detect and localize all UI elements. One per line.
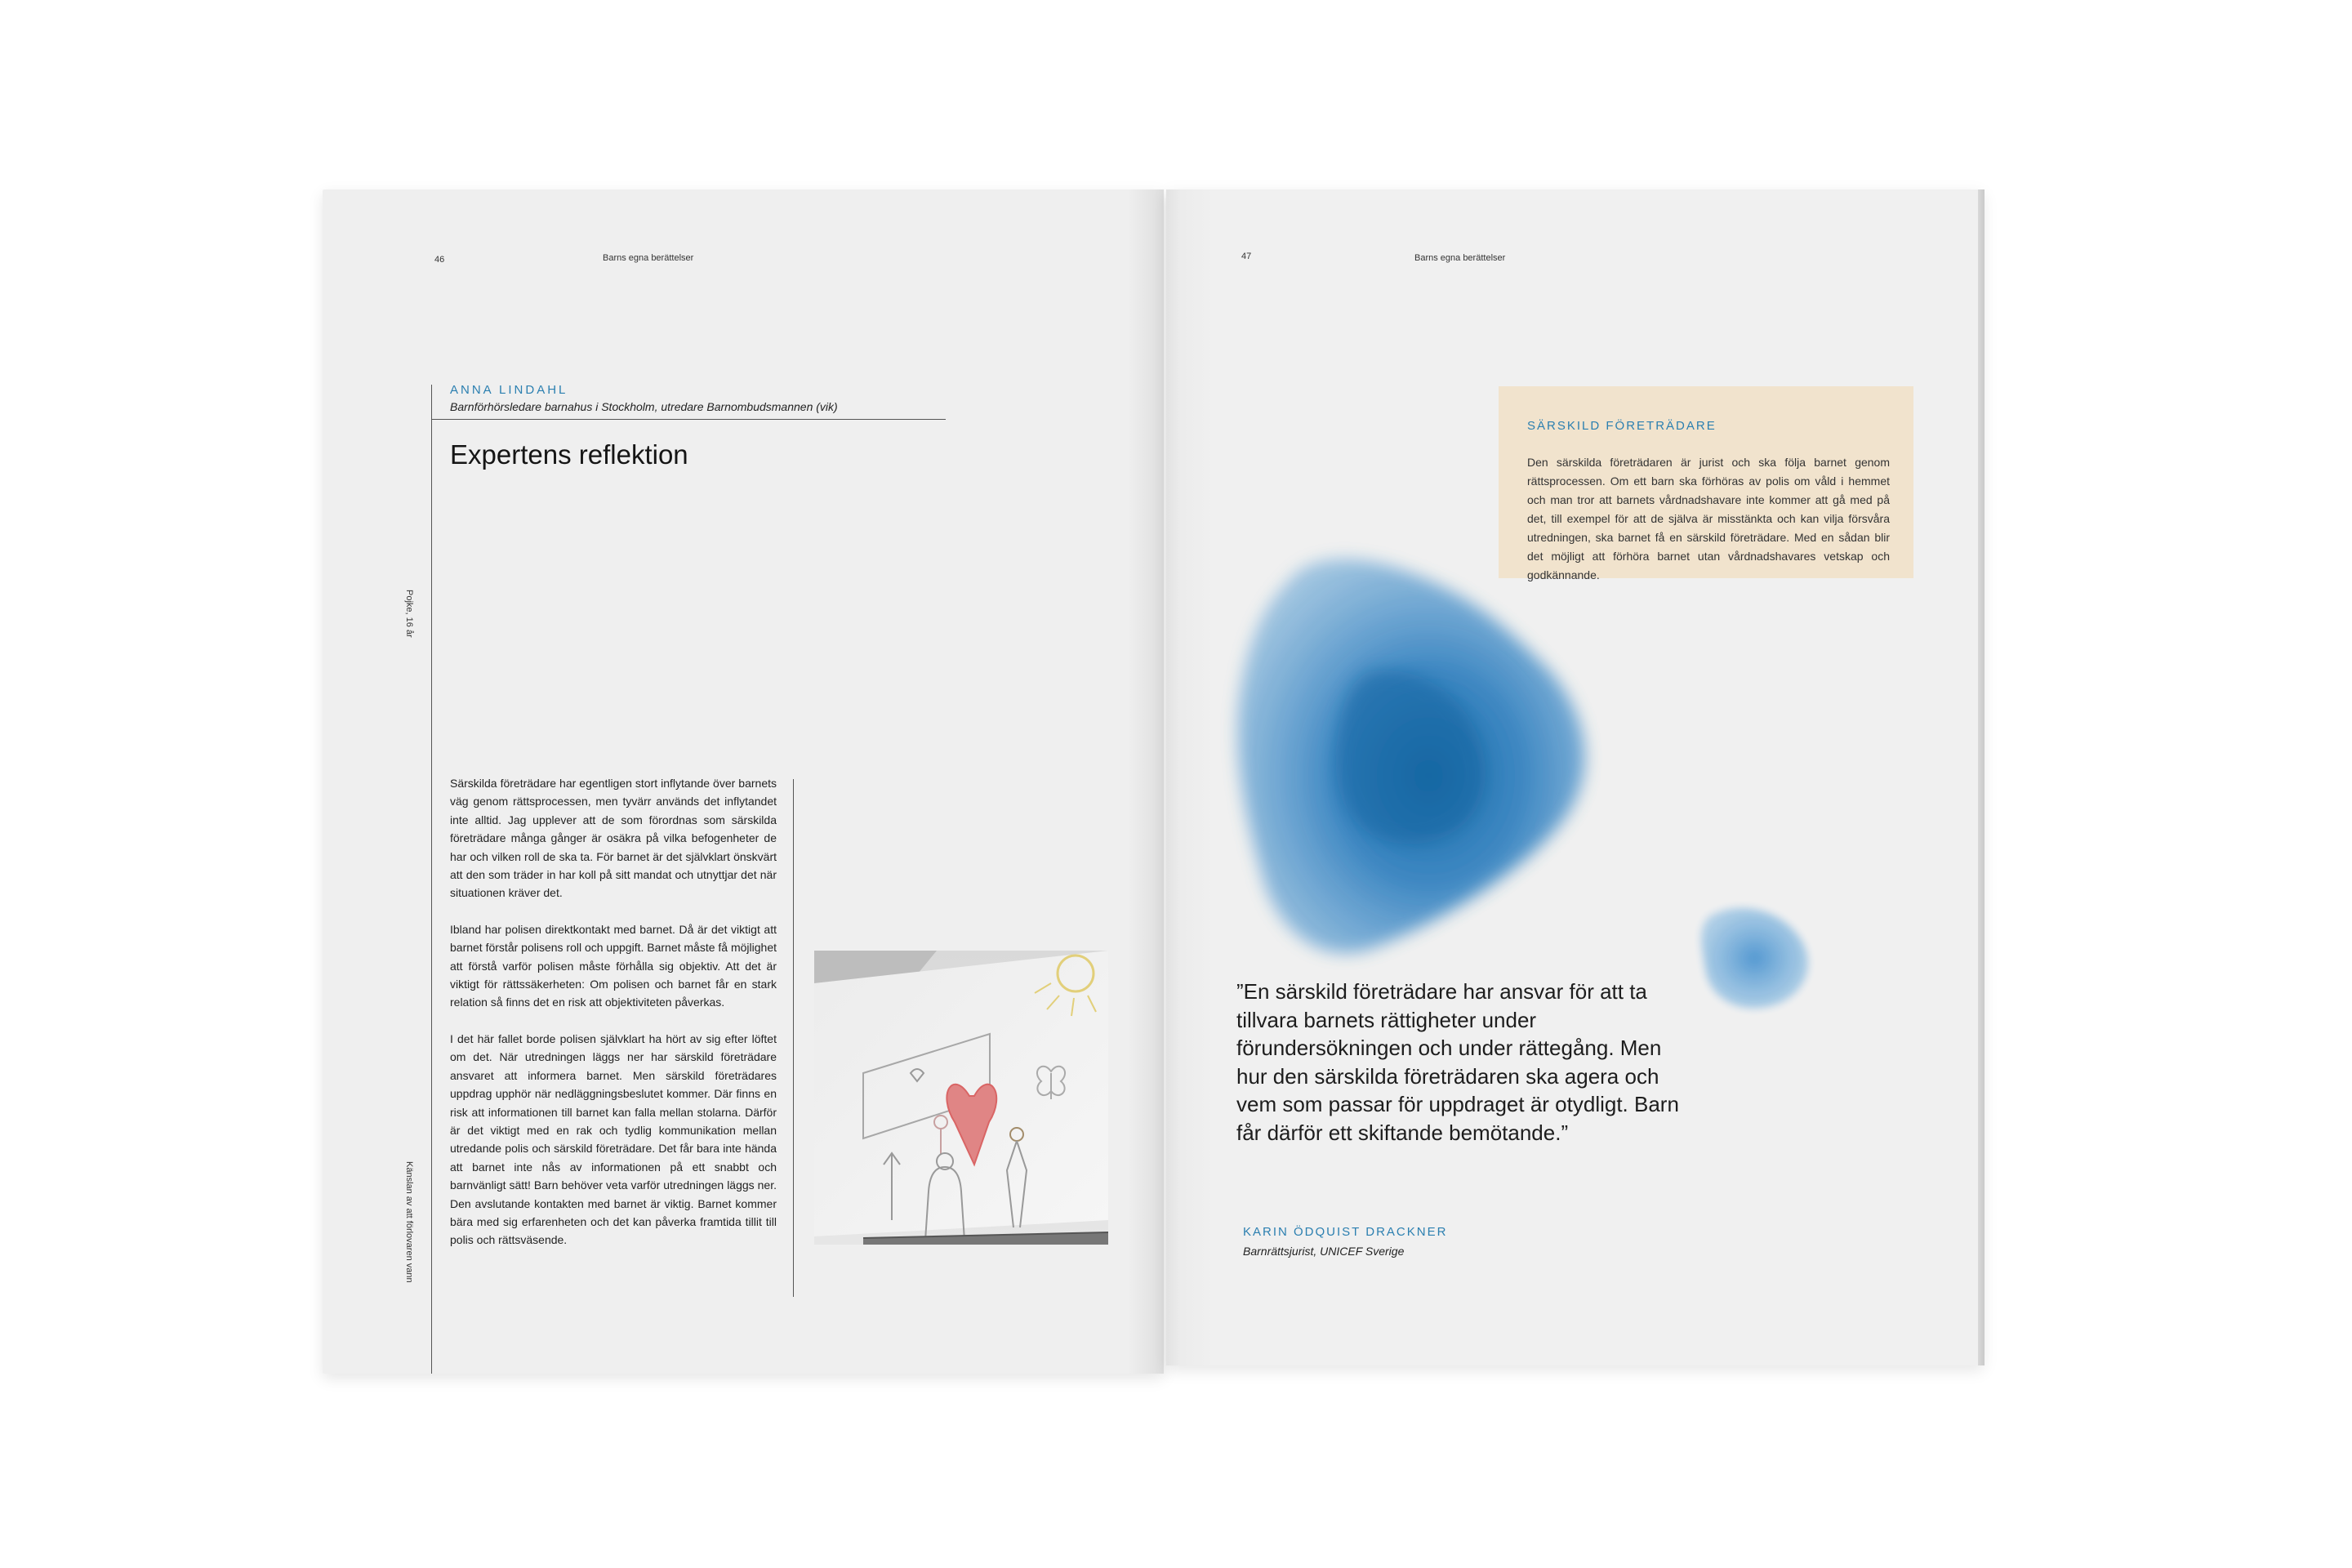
pull-quote: ”En särskild företrädare har ansvar för att ta tillvara barnets rättigheter under förundersökningen och under rättegång. Men hur den särskilda företrädaren ska agera och vem som passar för uppdraget är otydligt. Barn får därför ett skiftande bemötande.” <box>1236 979 1679 1145</box>
fact-box-text: Den särskilda företrädaren är jurist och ska följa barnet genom rättsprocessen. Om ett barn ska förhöras av polis om våld i hemmet och man tror att barnets vårdnadshavare inte kommer att gå med på det, till exempel för att de själva är misstänkta och kan vilja försvåra utredningen, ska barnet få en särskild företrädare. Med en sådan blir det möjligt att förhöra barnet utan vårdnadshavares vetskap och godkännande. <box>1527 456 1890 581</box>
fact-box-title: SÄRSKILD FÖRETRÄDARE <box>1527 419 1717 433</box>
running-head: Barns egna berättelser <box>1414 253 1506 263</box>
page-edge <box>1978 189 1984 1365</box>
article-body <box>450 774 777 1267</box>
page-title: Expertens reflektion <box>450 439 688 470</box>
child-drawing-photo <box>814 951 1108 1245</box>
spine-shadow <box>1127 189 1164 1374</box>
ink-blot-illustration <box>1166 189 1983 1365</box>
page-number: 47 <box>1241 252 1252 261</box>
paragraph: Särskilda företrädare har egentligen stort inflytande över barnets väg genom rättsprocessen, men tyvärr används det inflytandet inte alltid. Jag upplever att de som förordnas som särskilda företrädare många gånger är osäkra på vilka befogenheter de har och vilken roll de ska ta. För barnet är det självklart önskvärt att den som träder in har koll på sitt mandat och utnyttjar det när situationen kräver det. <box>450 777 777 900</box>
margin-note-top: Pojke, 16 år <box>404 590 414 638</box>
header-rule <box>431 419 946 420</box>
child-drawing-image <box>814 951 1108 1245</box>
author-name: ANNA LINDAHL <box>450 383 568 397</box>
margin-rule <box>431 385 432 1374</box>
paragraph: Ibland har polisen direktkontakt med barnet. Då är det viktigt att barnet förstår polisens roll och uppgift. Barnet måste få möjlighet att förstå varför polisen måste förhålla sig objektiv. Att det är viktigt för rättssäkerheten: Om polisen och barnet får en stark relation så finns det en risk att objektiviteten påverkas. <box>450 922 777 1009</box>
margin-note-bottom: Känslan av att förlovaren vann <box>404 1161 414 1283</box>
quote-author-role: Barnrättsjurist, UNICEF Sverige <box>1243 1245 1405 1258</box>
author-role: Barnförhörsledare barnahus i Stockholm, utredare Barnombudsmannen (vik) <box>450 400 838 413</box>
running-head: Barns egna berättelser <box>603 253 694 263</box>
page-number: 46 <box>434 255 445 265</box>
left-page <box>323 189 1164 1374</box>
quote-author: KARIN ÖDQUIST DRACKNER <box>1243 1225 1448 1239</box>
right-page <box>1166 189 1983 1365</box>
column-rule <box>793 779 794 1297</box>
paragraph: I det här fallet borde polisen självklart ha hört av sig efter löftet om det. När utredningen läggs ner har särskild företrädare ansvaret att informera barnet. Men särskild företrädares uppdrag upphör när nedläggningsbeslutet kommer. Där finns en risk att informationen till barnet kan falla mellan stolarna. Därför är det viktigt med en rak och tydlig kommunikation mellan utredande polis och särskild företrädare. Det får bara inte hända att barnet inte nås av informationen på ett snabbt och barnvänligt sätt! Barn behöver veta varför utredningen läggs ner. Den avslutande kontakten med barnet är viktig. Barnet kommer bära med sig erfarenheten och det kan påverka framtida tillit till polis och rättsväsende. <box>450 1031 777 1247</box>
